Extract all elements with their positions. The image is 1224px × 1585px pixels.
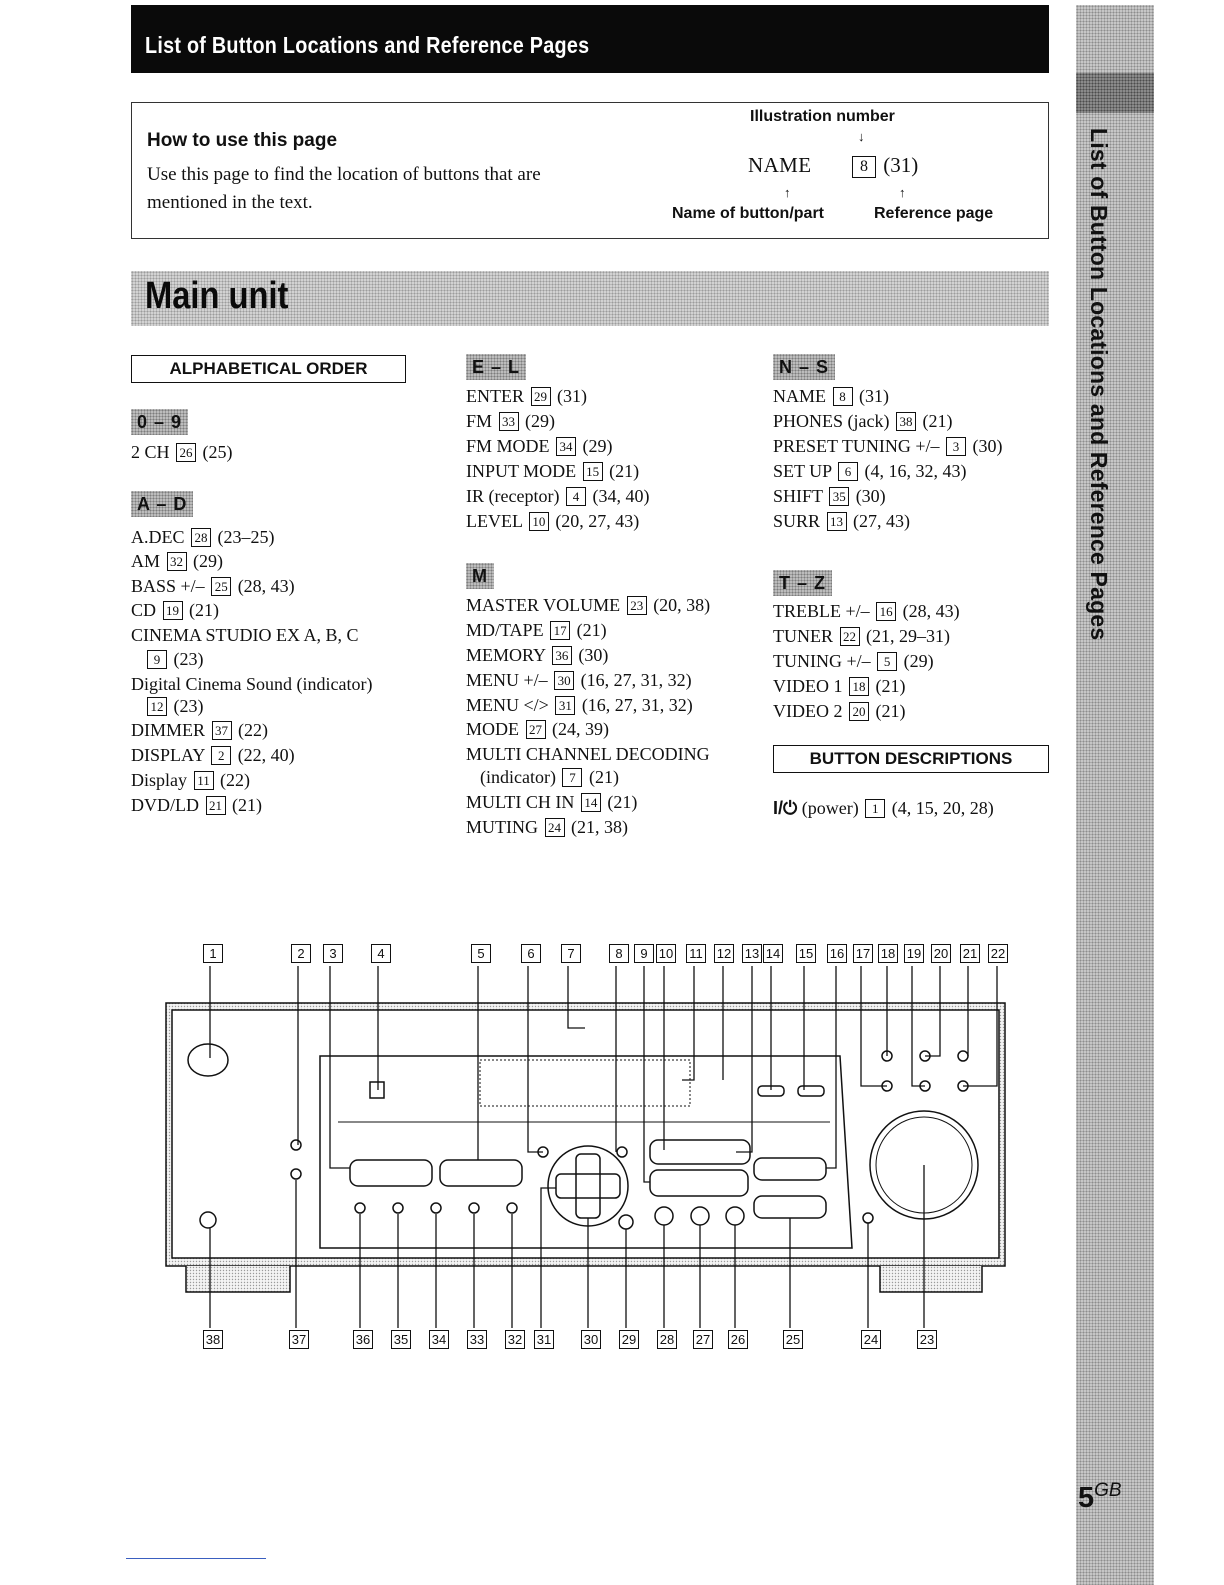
entry-number: 38 [896, 412, 916, 431]
entry-ref: (21) [609, 461, 640, 481]
entry-name: MODE [466, 719, 519, 739]
entry-number: 24 [545, 818, 565, 837]
callout-label: 1 [203, 944, 223, 963]
entry-name: MASTER VOLUME [466, 595, 621, 615]
callout-label: 34 [429, 1330, 449, 1349]
entry-ref: (28, 43) [237, 576, 295, 596]
entry-number: 6 [838, 462, 858, 481]
entry-name: DISPLAY [131, 745, 205, 765]
legend-number-box: 8 [852, 156, 876, 178]
legend-reference-page: Reference page [874, 205, 994, 222]
legend-name-of-button: Name of button/part [672, 205, 824, 222]
callout-label: 13 [742, 944, 762, 963]
entry-name: TUNING +/– [773, 651, 871, 671]
entry-ref: (16, 27, 31, 32) [581, 695, 693, 715]
callout-label: 33 [467, 1330, 487, 1349]
entry-number: 19 [163, 601, 183, 620]
entry-name: ENTER [466, 386, 524, 406]
entry-name: VIDEO 1 [773, 676, 843, 696]
callout-label: 16 [827, 944, 847, 963]
entry-name: CD [131, 600, 157, 620]
entry-name: FM [466, 411, 493, 431]
callout-label: 21 [960, 944, 980, 963]
entry-number: 20 [849, 702, 869, 721]
entry-ref: (4, 15, 20, 28) [891, 798, 994, 818]
entry-name: TUNER [773, 626, 833, 646]
entry-number: 27 [526, 720, 546, 739]
footer-rule [126, 1558, 266, 1559]
entry-name: Display [131, 770, 187, 790]
entry-name: SET UP [773, 461, 832, 481]
callout-label: 25 [783, 1330, 803, 1349]
callout-label: 15 [796, 944, 816, 963]
callout-label: 32 [505, 1330, 525, 1349]
entry-name: Digital Cinema Sound (indicator) [131, 674, 373, 694]
entry-number: 34 [556, 437, 576, 456]
entry-number: 13 [827, 512, 847, 531]
entry-number: 26 [176, 443, 196, 462]
entry-number: 2 [211, 746, 231, 765]
callout-label: 20 [931, 944, 951, 963]
entry-ref: (29) [193, 551, 224, 571]
callout-label: 27 [693, 1330, 713, 1349]
entry-ref: (28, 43) [902, 601, 960, 621]
entry-ref: (22, 40) [237, 745, 295, 765]
callout-label: 3 [323, 944, 343, 963]
how-to-body: Use this page to find the location of buttons that are mentioned in the text. [147, 164, 541, 213]
callout-label: 6 [521, 944, 541, 963]
entry-ref: (27, 43) [853, 511, 911, 531]
callout-label: 17 [853, 944, 873, 963]
entry-ref: (21) [232, 795, 262, 815]
entry-number: 16 [876, 602, 896, 621]
side-tab-label: List of Button Locations and Reference Pages [1086, 128, 1112, 641]
entry-ref: (22) [238, 720, 269, 740]
legend-ref: (31) [883, 153, 919, 177]
entry-name: MULTI CH IN [466, 792, 575, 812]
entry-number: 14 [581, 793, 601, 812]
entry-number: 33 [499, 412, 519, 431]
callout-label: 28 [657, 1330, 677, 1349]
entry-name: IR (receptor) [466, 486, 560, 506]
entry-number: 30 [554, 671, 574, 690]
callout-label: 12 [714, 944, 734, 963]
entry-name: LEVEL [466, 511, 523, 531]
entry-name: SHIFT [773, 486, 823, 506]
entry-name: TREBLE +/– [773, 601, 870, 621]
callout-label: 37 [289, 1330, 309, 1349]
entry-name: (indicator) [480, 767, 556, 787]
entry-name: MENU </> [466, 695, 549, 715]
entry-ref: (21) [576, 620, 607, 640]
entry-ref: (30) [578, 645, 609, 665]
entry-number: 5 [877, 652, 897, 671]
callout-label: 2 [291, 944, 311, 963]
entry-ref: (21) [189, 600, 220, 620]
entry-ref: (20, 27, 43) [555, 511, 640, 531]
entry-ref: (21, 29–31) [866, 626, 950, 646]
callout-label: 22 [988, 944, 1008, 963]
callout-label: 31 [534, 1330, 554, 1349]
entry-name: MD/TAPE [466, 620, 544, 640]
entry-number: 29 [531, 387, 551, 406]
entry-number: 22 [840, 627, 860, 646]
entry-number: 23 [627, 596, 647, 615]
entry-number: 18 [849, 677, 869, 696]
entry-name: 2 CH [131, 442, 170, 462]
entry-name: MUTING [466, 817, 538, 837]
arrow-up-icon: ↑ [899, 185, 906, 200]
entry-ref: (23–25) [217, 527, 275, 547]
entry-number: 25 [211, 577, 231, 596]
entry-ref: (29) [582, 436, 613, 456]
entry-name: VIDEO 2 [773, 701, 843, 721]
entry-number: 36 [552, 646, 572, 665]
entry-name: NAME [773, 386, 826, 406]
group-tag-e-l: E – L [466, 354, 526, 380]
page-number-suffix: GB [1094, 1480, 1122, 1501]
arrow-down-icon: ↓ [858, 129, 865, 144]
entry-name: BASS +/– [131, 576, 205, 596]
entry-number: 15 [583, 462, 603, 481]
group-tag-a-d: A – D [131, 491, 193, 517]
entry-ref: (30) [855, 486, 886, 506]
entry-name: (power) [801, 798, 859, 818]
callout-label: 26 [728, 1330, 748, 1349]
entry-number: 4 [566, 487, 586, 506]
entry-name: MENU +/– [466, 670, 548, 690]
callout-label: 9 [634, 944, 654, 963]
entry-name: MULTI CHANNEL DECODING [466, 744, 710, 764]
page-title: List of Button Locations and Reference Pages [145, 32, 590, 58]
legend-illustration-number: Illustration number [750, 108, 895, 125]
entry-ref: (34, 40) [592, 486, 650, 506]
entry-number: 28 [191, 528, 211, 547]
entry-number: 12 [147, 697, 167, 716]
callout-label: 29 [619, 1330, 639, 1349]
alphabetical-order-heading: ALPHABETICAL ORDER [131, 355, 406, 383]
entry-name: CINEMA STUDIO EX A, B, C [131, 625, 359, 645]
entry-ref: (21) [875, 701, 906, 721]
page-number-value: 5 [1078, 1482, 1095, 1514]
callout-label: 19 [904, 944, 924, 963]
left-foot [186, 1266, 290, 1292]
group-tag-t-z: T – Z [773, 570, 832, 596]
entry-name: DIMMER [131, 720, 206, 740]
entry-number: 32 [167, 552, 187, 571]
group-tag-n-s: N – S [773, 354, 835, 380]
callout-label: 35 [391, 1330, 411, 1349]
entry-ref: (21) [922, 411, 953, 431]
how-to-title: How to use this page [147, 130, 338, 151]
callout-label: 14 [763, 944, 783, 963]
button-descriptions-heading: BUTTON DESCRIPTIONS [773, 745, 1049, 773]
entry-name: INPUT MODE [466, 461, 577, 481]
section-title: Main unit [145, 275, 289, 317]
entry-number: 1 [865, 799, 885, 818]
entry-name: MEMORY [466, 645, 546, 665]
entry-number: 9 [147, 650, 167, 669]
entry-number: 31 [555, 696, 575, 715]
entry-ref: (24, 39) [552, 719, 609, 739]
entry-name: PRESET TUNING +/– [773, 436, 940, 456]
entry-name: SURR [773, 511, 821, 531]
power-icon: I/⏻ [773, 798, 798, 818]
entry-number: 11 [194, 771, 214, 790]
entry-ref: (21) [588, 767, 619, 787]
entry-ref: (23) [173, 649, 204, 669]
group-tag-0-9: 0 – 9 [131, 409, 188, 435]
entry-ref: (21, 38) [571, 817, 628, 837]
callout-label: 5 [471, 944, 491, 963]
right-foot [880, 1266, 982, 1292]
callout-label: 4 [371, 944, 391, 963]
arrow-up-icon: ↑ [784, 185, 791, 200]
entry-name: AM [131, 551, 161, 571]
entry-ref: (4, 16, 32, 43) [864, 461, 967, 481]
entry-ref: (21) [607, 792, 638, 812]
callout-label: 36 [353, 1330, 373, 1349]
group-tag-m: M [466, 563, 494, 589]
entry-ref: (31) [557, 386, 587, 406]
entry-ref: (16, 27, 31, 32) [580, 670, 692, 690]
entry-number: 3 [946, 437, 966, 456]
callout-label: 30 [581, 1330, 601, 1349]
entry-name: FM MODE [466, 436, 550, 456]
entry-ref: (20, 38) [653, 595, 711, 615]
callout-label: 18 [878, 944, 898, 963]
callout-label: 23 [917, 1330, 937, 1349]
entry-number: 8 [833, 387, 853, 406]
callout-label: 8 [609, 944, 629, 963]
entry-name: PHONES (jack) [773, 411, 890, 431]
entry-ref: (22) [220, 770, 250, 790]
entry-ref: (29) [525, 411, 556, 431]
entry-ref: (25) [202, 442, 233, 462]
entry-number: 17 [550, 621, 570, 640]
entry-number: 37 [212, 721, 232, 740]
callout-label: 11 [686, 944, 706, 963]
entry-number: 21 [206, 796, 226, 815]
entry-ref: (30) [972, 436, 1003, 456]
entry-number: 7 [562, 768, 582, 787]
entry-ref: (31) [859, 386, 889, 406]
entry-number: 35 [829, 487, 849, 506]
legend-name: NAME [748, 153, 812, 177]
entry-name: DVD/LD [131, 795, 199, 815]
callout-label: 10 [656, 944, 676, 963]
entry-ref: (23) [173, 696, 204, 716]
callout-label: 38 [203, 1330, 223, 1349]
callout-label: 24 [861, 1330, 881, 1349]
entry-number: 10 [529, 512, 549, 531]
callout-label: 7 [561, 944, 581, 963]
entry-ref: (29) [903, 651, 934, 671]
entry-name: A.DEC [131, 527, 185, 547]
entry-ref: (21) [875, 676, 906, 696]
